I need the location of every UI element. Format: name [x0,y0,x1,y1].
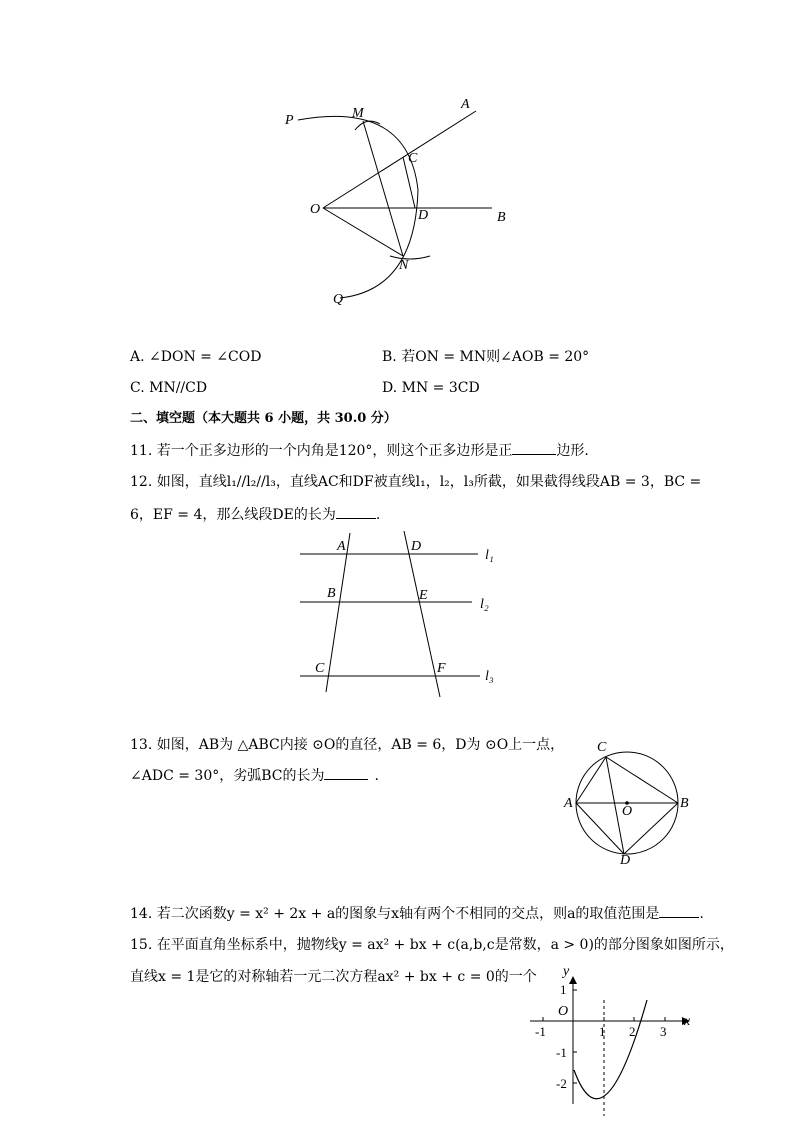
label-f2: F [437,661,446,676]
q12-tail: . [375,507,381,523]
label-p: P [285,113,294,128]
q13-line1: 13. 如图，AB为 △ABC内接 ⊙O的直径，AB = 6，D为 ⊙O上一点， [130,737,565,753]
option-a: A. ∠DON = ∠COD [130,349,262,365]
label-o: O [310,202,321,217]
label-e2: E [419,588,428,603]
label-c2: C [315,661,325,676]
tick-label-x-1: 1 [599,1024,606,1039]
tick-label-y-neg1: -1 [556,1045,567,1060]
q12-line2: 6，EF = 4，那么线段DE的长为 [130,507,336,523]
label-n: N [399,258,409,273]
tick-label-x-neg1: -1 [535,1024,546,1039]
tick-label-y-1: 1 [560,982,567,997]
label-a3: A [564,796,573,811]
label-origin: O [558,1004,569,1019]
q15-line2: 直线x = 1是它的对称轴若一元二次方程ax² + bx + c = 0的一个 [130,969,537,985]
label-b2: B [327,586,336,601]
q13-tail: . [374,768,379,784]
label-l3: l₃ [485,669,494,684]
q11-text: 11. 若一个正多边形的一个内角是120°，则这个正多边形是正 [130,443,513,459]
q12-line1: 12. 如图，直线l₁//l₂//l₃，直线AC和DF被直线l₁，l₂，l₃所截，如果截得线段AB = 3，BC = [130,474,702,490]
label-l1: l₁ [485,548,494,563]
q14-text: 14. 若二次函数y = x² + 2x + a的图象与x轴有两个不相同的交点，则a的取值范围是 [130,906,660,922]
option-c: C. MN//CD [130,380,208,396]
option-d: D. MN = 3CD [382,380,480,396]
label-d2: D [411,539,422,554]
y-axis-arrow [569,976,577,984]
q14-tail: . [699,906,704,922]
option-b: B. 若ON = MN则∠AOB = 20° [382,349,590,365]
q11-tail: 边形. [556,443,589,459]
label-a2: A [337,539,346,554]
q15-line1: 15. 在平面直角坐标系中，抛物线y = ax² + bx + c(a,b,c是常数，a > 0)的部分图象如图所示， [130,937,734,953]
parabola-curve [574,1000,647,1099]
label-y-axis: y [563,964,570,979]
tick-label-x-2: 2 [629,1024,636,1039]
q13-line2: ∠ADC = 30°，劣弧BC的长为 [130,768,325,784]
label-c3: C [597,740,607,755]
label-a: A [461,97,470,112]
label-c: C [408,151,418,166]
label-q: Q [333,292,344,307]
label-b3: B [680,796,689,811]
label-b: B [497,210,506,225]
label-l2: l₂ [480,597,489,612]
label-d: D [418,208,429,223]
label-x-axis: x [684,1014,691,1029]
label-m: M [352,106,364,121]
tick-label-x-3: 3 [660,1024,667,1039]
label-o3: O [622,804,633,819]
section-heading: 二、填空题（本大题共 6 小题，共 30.0 分） [130,411,397,426]
tick-label-y-neg2: -2 [556,1076,567,1091]
label-d3: D [620,853,631,868]
